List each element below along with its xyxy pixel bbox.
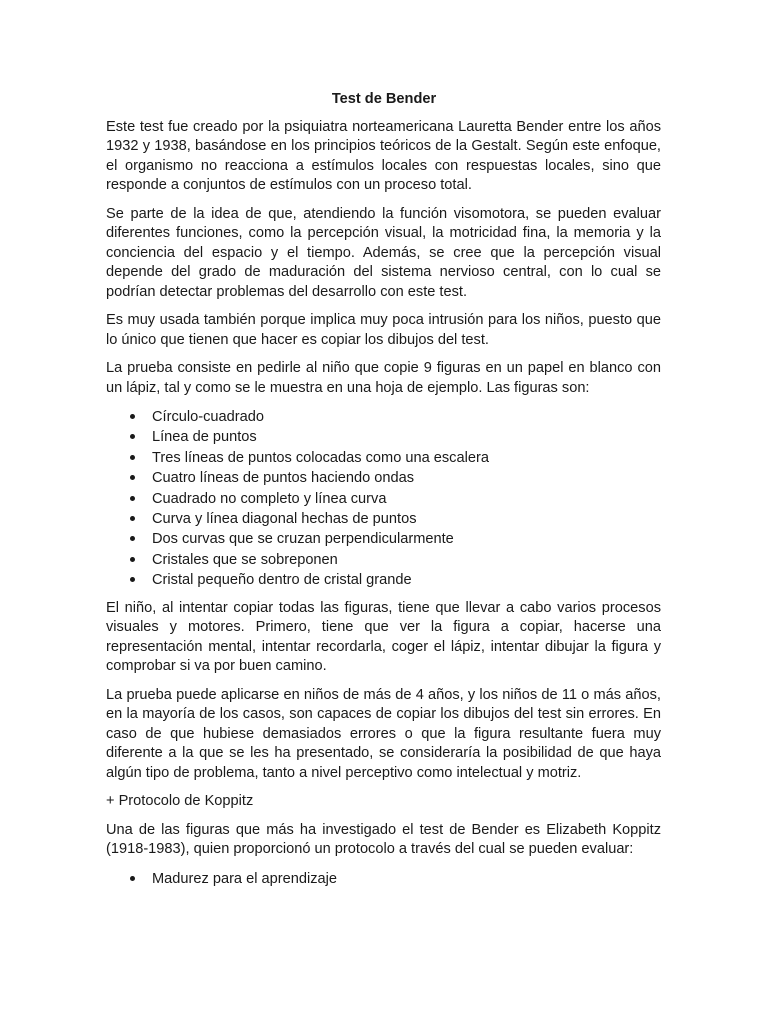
- bullet-icon: [130, 577, 135, 582]
- document-page: [106, 90, 661, 897]
- paragraph-visomotor: Se parte de la idea de que, atendiendo la función visomotora, se pueden evaluar diferentes funciones, como la percepción visual, la motricidad fina, la memoria y la conciencia del espacio y el tiempo. Además, se cree que la percepción visual depende del grado de maduración del sistema nervioso central, con lo cual se podrían detectar problemas del desarrollo con este test.: [106, 205, 661, 300]
- paragraph-processes: El niño, al intentar copiar todas las figuras, tiene que llevar a cabo varios procesos visuales y motores. Primero, tiene que ver la figura a copiar, hacerse una representación mental, intentar recordarla, coger el lápiz, intentar dibujar la figura y comprobar si va por buen camino.: [106, 599, 661, 675]
- figures-list: [106, 407, 661, 591]
- section-heading-koppitz: + Protocolo de Koppitz: [106, 793, 254, 810]
- list-item: Línea de puntos: [106, 427, 661, 447]
- list-item: Madurez para el aprendizaje: [106, 869, 661, 889]
- list-item: Círculo-cuadrado: [106, 407, 661, 427]
- list-item: Tres líneas de puntos colocadas como una escalera: [106, 448, 661, 468]
- bullet-icon: [130, 475, 135, 480]
- paragraph-procedure: La prueba consiste en pedirle al niño que copie 9 figuras en un papel en blanco con un lápiz, tal y como se le muestra en una hoja de ejemplo. Las figuras son:: [106, 360, 661, 396]
- bullet-icon: [130, 536, 135, 541]
- list-item: Cuadrado no completo y línea curva: [106, 489, 661, 509]
- document-title: Test de Bender: [331, 91, 437, 107]
- list-item: Curva y línea diagonal hechas de puntos: [106, 509, 661, 529]
- bullet-icon: [130, 516, 135, 521]
- list-item: Dos curvas que se cruzan perpendicularmente: [106, 529, 661, 549]
- bullet-icon: [130, 455, 135, 460]
- bullet-icon: [130, 414, 135, 419]
- list-item: Cuatro líneas de puntos haciendo ondas: [106, 468, 661, 488]
- bullet-icon: [130, 876, 135, 881]
- koppitz-list: [106, 869, 661, 889]
- paragraph-intro: Este test fue creado por la psiquiatra norteamericana Lauretta Bender entre los años 1932 y 1938, basándose en los principios teóricos de la Gestalt. Según este enfoque, el organismo no reacciona a estímulos locales con respuestas locales, sino que responde a conjuntos de estímulos con un proceso total.: [106, 118, 661, 193]
- paragraph-intrusion: Es muy usada también porque implica muy poca intrusión para los niños, puesto que lo único que tienen que hacer es copiar los dibujos del test.: [106, 312, 661, 348]
- bullet-icon: [130, 496, 135, 501]
- bullet-icon: [130, 434, 135, 439]
- list-item: Cristal pequeño dentro de cristal grande: [106, 570, 661, 590]
- bullet-icon: [130, 557, 135, 562]
- paragraph-age: La prueba puede aplicarse en niños de más de 4 años, y los niños de 11 o más años, en la mayoría de los casos, son capaces de copiar los dibujos del test sin errores. En caso de que hubiese demasiados errores o que la figura resultante fuera muy diferente a la que se les ha presentado, se consideraría la posibilidad de que haya algún tipo de problema, tanto a nivel perceptivo como intelectual y motriz.: [106, 686, 661, 781]
- list-item: Cristales que se sobreponen: [106, 550, 661, 570]
- paragraph-koppitz: Una de las figuras que más ha investigado el test de Bender es Elizabeth Koppitz (1918-1983), quien proporcionó un protocolo a través del cual se pueden evaluar:: [106, 821, 661, 858]
